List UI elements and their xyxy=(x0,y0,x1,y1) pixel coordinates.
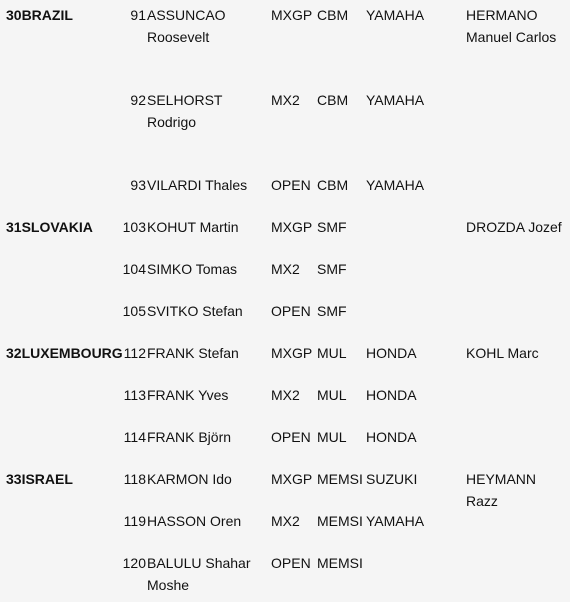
rider-name: BALULU Shahar Moshe xyxy=(147,555,251,593)
race-class: OPEN xyxy=(271,303,311,319)
rider-name: FRANK Stefan xyxy=(147,345,239,361)
team-name: 31SLOVAKIA xyxy=(6,219,93,235)
rider-name: KARMON Ido xyxy=(147,471,232,487)
motorcycle-make: YAMAHA xyxy=(366,513,425,529)
rider-number: 104 xyxy=(122,261,146,277)
rider-name: VILARDI Thales xyxy=(147,177,248,193)
rider-name: FRANK Björn xyxy=(147,429,232,445)
race-class: OPEN xyxy=(271,429,311,445)
team-name: 33ISRAEL xyxy=(6,471,73,487)
motorcycle-make: HONDA xyxy=(366,387,417,403)
motorcycle-make: YAMAHA xyxy=(366,7,425,23)
team-name: 32LUXEMBOURG xyxy=(6,345,123,361)
rider-name: SIMKO Tomas xyxy=(147,261,237,277)
rider-name: HASSON Oren xyxy=(147,513,242,529)
race-class: MX2 xyxy=(271,92,300,108)
rider-number: 119 xyxy=(123,513,146,529)
race-class: MXGP xyxy=(271,471,313,487)
rider-name: KOHUT Martin xyxy=(147,219,239,235)
federation: CBM xyxy=(317,92,349,108)
rider-number: 120 xyxy=(122,555,146,571)
rider-number: 114 xyxy=(123,429,146,445)
race-class: MX2 xyxy=(271,261,300,277)
rider-number: 91 xyxy=(130,7,146,23)
federation: SMF xyxy=(317,219,347,235)
race-class: MX2 xyxy=(271,387,300,403)
rider-number: 92 xyxy=(130,92,146,108)
rider-name: ASSUNCAO Roosevelt xyxy=(147,7,226,45)
federation: MUL xyxy=(317,387,347,403)
rider-number: 112 xyxy=(123,345,146,361)
motorcycle-make: YAMAHA xyxy=(366,177,425,193)
race-class: MXGP xyxy=(271,219,313,235)
rider-name: SELHORST Rodrigo xyxy=(147,92,223,130)
federation: MEMSI xyxy=(317,555,363,571)
federation: SMF xyxy=(317,261,347,277)
race-class: MX2 xyxy=(271,513,300,529)
rider-number: 103 xyxy=(122,219,146,235)
rider-number: 118 xyxy=(123,471,146,487)
race-class: OPEN xyxy=(271,177,311,193)
motorcycle-make: HONDA xyxy=(366,345,417,361)
race-class: MXGP xyxy=(271,345,313,361)
federation: CBM xyxy=(317,7,349,23)
federation: CBM xyxy=(317,177,349,193)
federation: MUL xyxy=(317,345,347,361)
rider-number: 93 xyxy=(130,177,146,193)
rider-number: 105 xyxy=(122,303,146,319)
federation: MUL xyxy=(317,429,347,445)
race-class: MXGP xyxy=(271,7,313,23)
team-manager: DROZDA Jozef xyxy=(466,219,562,235)
federation: MEMSI xyxy=(317,471,363,487)
motorcycle-make: SUZUKI xyxy=(366,471,418,487)
federation: MEMSI xyxy=(317,513,363,529)
race-class: OPEN xyxy=(271,555,311,571)
motorcycle-make: YAMAHA xyxy=(366,92,425,108)
motorcycle-make: HONDA xyxy=(366,429,417,445)
team-manager: HEYMANN Razz xyxy=(466,471,537,509)
team-manager: KOHL Marc xyxy=(466,345,539,361)
rider-name: FRANK Yves xyxy=(147,387,229,403)
team-manager: HERMANO Manuel Carlos xyxy=(466,7,557,45)
federation: SMF xyxy=(317,303,347,319)
rider-name: SVITKO Stefan xyxy=(147,303,243,319)
rider-number: 113 xyxy=(123,387,146,403)
team-name: 30BRAZIL xyxy=(6,7,73,23)
